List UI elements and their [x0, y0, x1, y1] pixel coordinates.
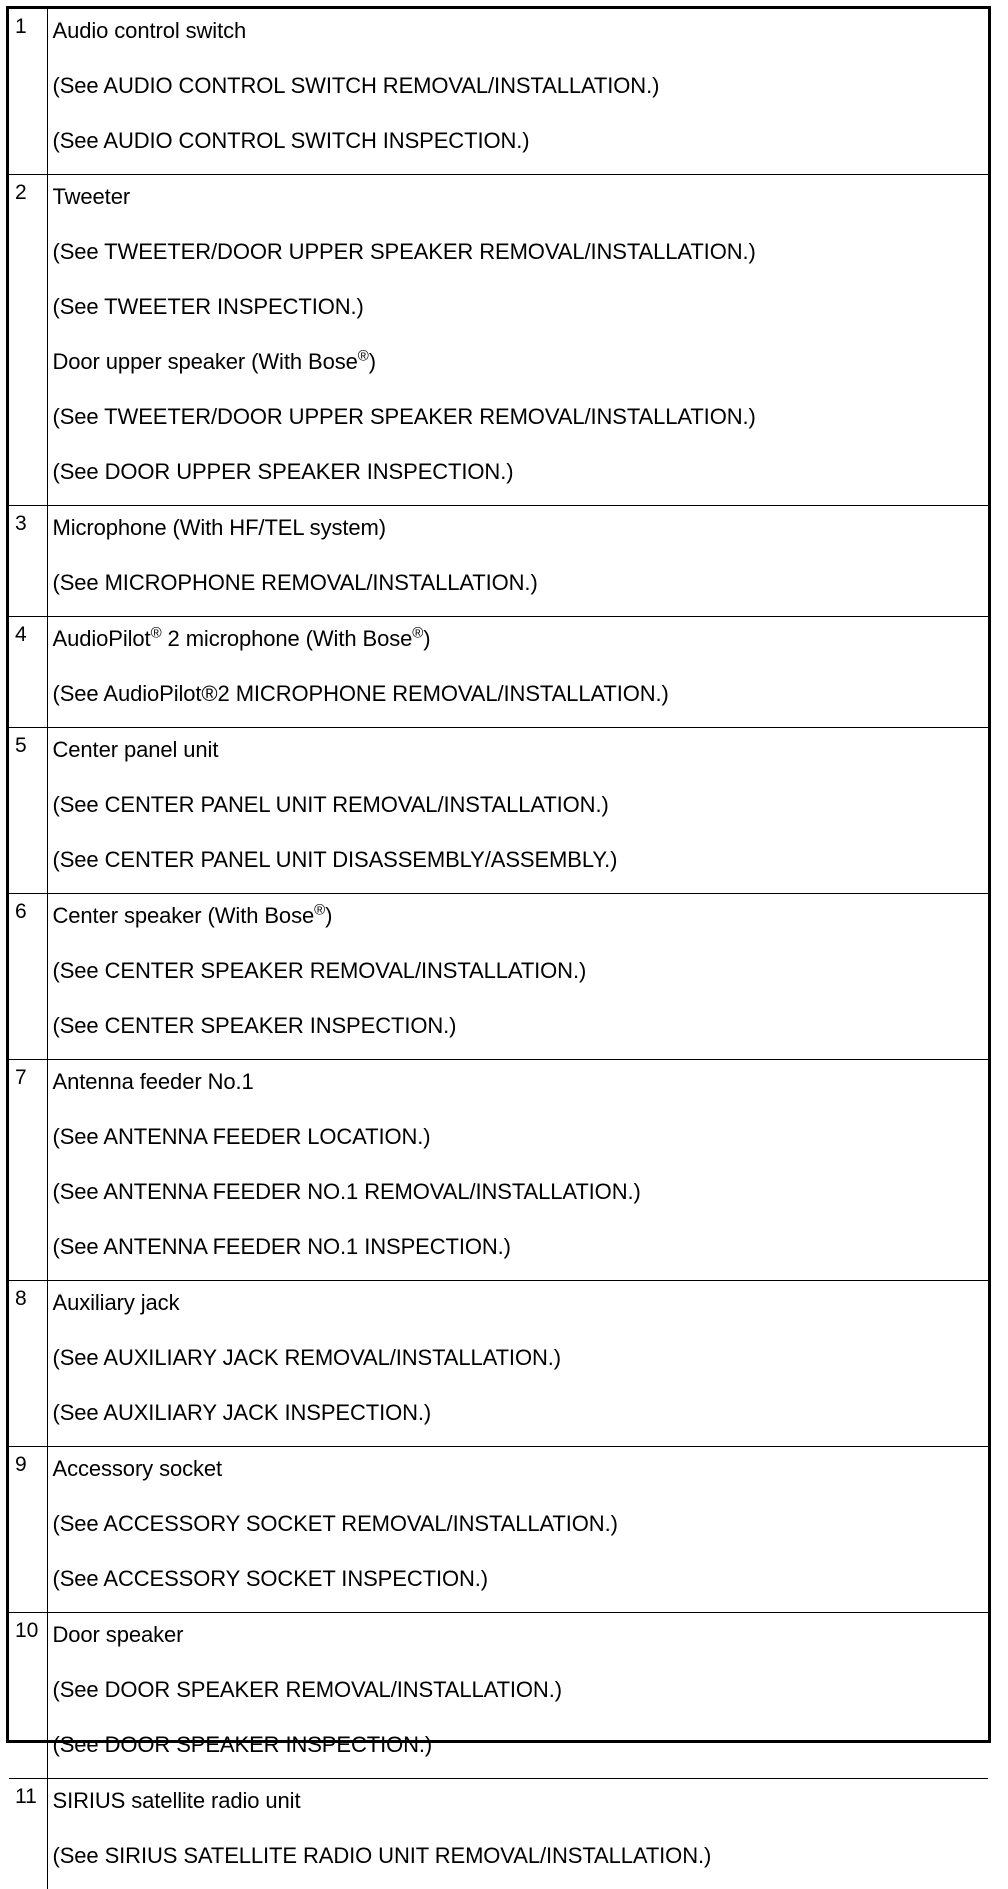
reference-link[interactable] [53, 1170, 989, 1225]
reference-link[interactable] [53, 672, 989, 727]
item-number: 3 [9, 506, 47, 617]
reference-link[interactable] [53, 949, 989, 1004]
reference-link[interactable] [53, 1391, 989, 1446]
reference-link[interactable] [53, 450, 989, 505]
table-row [9, 894, 988, 1060]
line-text: Door speaker [53, 1622, 184, 1647]
item-number: 10 [9, 1613, 47, 1779]
line-text: (See TWEETER INSPECTION.) [53, 294, 364, 319]
reference-link[interactable] [53, 1723, 989, 1778]
reference-link[interactable] [53, 1668, 989, 1723]
registered-mark: ® [412, 625, 423, 642]
line-text: (See ANTENNA FEEDER NO.1 INSPECTION.) [53, 1234, 511, 1259]
item-number: 11 [9, 1779, 47, 1889]
item-content [47, 1447, 988, 1613]
reference-link[interactable] [53, 395, 989, 450]
item-content [47, 617, 988, 728]
table-row [9, 1779, 988, 1889]
line-text: (See CENTER PANEL UNIT REMOVAL/INSTALLATION.) [53, 792, 609, 817]
line-text: Accessory socket [53, 1456, 223, 1481]
registered-mark: ® [358, 348, 369, 365]
line-text: (See MICROPHONE REMOVAL/INSTALLATION.) [53, 570, 538, 595]
line-text: (See TWEETER/DOOR UPPER SPEAKER REMOVAL/INSTALLATION.) [53, 404, 756, 429]
line-text: SIRIUS satellite radio unit [53, 1788, 301, 1813]
line-text: (See DOOR UPPER SPEAKER INSPECTION.) [53, 459, 514, 484]
item-content [47, 9, 988, 175]
item-number: 6 [9, 894, 47, 1060]
reference-link[interactable] [53, 64, 989, 119]
line-text: Center panel unit [53, 737, 219, 762]
item-title [53, 1779, 989, 1834]
table-row [9, 728, 988, 894]
table-row [9, 175, 988, 506]
table-row [9, 506, 988, 617]
item-number: 8 [9, 1281, 47, 1447]
item-content [47, 175, 988, 506]
item-number: 2 [9, 175, 47, 506]
item-content [47, 894, 988, 1060]
item-content [47, 1613, 988, 1779]
line-text: (See AUXILIARY JACK INSPECTION.) [53, 1400, 432, 1425]
item-title [53, 728, 989, 783]
reference-link[interactable] [53, 1225, 989, 1280]
line-text: (See ACCESSORY SOCKET INSPECTION.) [53, 1566, 489, 1591]
line-text: (See CENTER SPEAKER INSPECTION.) [53, 1013, 457, 1038]
registered-mark: ® [314, 902, 325, 919]
line-text: (See CENTER SPEAKER REMOVAL/INSTALLATION.) [53, 958, 587, 983]
item-title [53, 1613, 989, 1668]
item-content [47, 728, 988, 894]
table-row [9, 617, 988, 728]
item-content [47, 1281, 988, 1447]
item-subtitle [53, 340, 989, 395]
registered-mark: ® [151, 625, 162, 642]
line-text: Audio control switch [53, 18, 247, 43]
line-text: (See ANTENNA FEEDER LOCATION.) [53, 1124, 431, 1149]
item-title [53, 1281, 989, 1336]
reference-link[interactable] [53, 285, 989, 340]
line-text: (See CENTER PANEL UNIT DISASSEMBLY/ASSEMBLY.) [53, 847, 618, 872]
item-title [53, 617, 989, 672]
line-text-suffix: 2 microphone (With Bose [162, 626, 413, 651]
line-text: Tweeter [53, 184, 131, 209]
line-text: (See SIRIUS SATELLITE RADIO UNIT REMOVAL/INSTALLATION.) [53, 1843, 712, 1868]
reference-link[interactable] [53, 119, 989, 174]
line-text: (See ACCESSORY SOCKET REMOVAL/INSTALLATION.) [53, 1511, 618, 1536]
reference-link[interactable] [53, 783, 989, 838]
item-content [47, 1060, 988, 1281]
reference-link[interactable] [53, 1834, 989, 1889]
line-text: (See ANTENNA FEEDER NO.1 REMOVAL/INSTALLATION.) [53, 1179, 641, 1204]
item-number: 5 [9, 728, 47, 894]
item-number: 7 [9, 1060, 47, 1281]
table-row [9, 1613, 988, 1779]
reference-link[interactable] [53, 838, 989, 893]
item-content [47, 506, 988, 617]
parts-reference-table [6, 6, 991, 1743]
item-title [53, 894, 989, 949]
reference-link[interactable] [53, 1336, 989, 1391]
line-text: (See DOOR SPEAKER REMOVAL/INSTALLATION.) [53, 1677, 562, 1702]
line-text: (See AUDIO CONTROL SWITCH INSPECTION.) [53, 128, 530, 153]
item-number: 1 [9, 9, 47, 175]
reference-link[interactable] [53, 1557, 989, 1612]
table-body [9, 9, 988, 1889]
item-title [53, 9, 989, 64]
line-text-suffix: ) [423, 626, 430, 651]
item-number: 4 [9, 617, 47, 728]
reference-link[interactable] [53, 561, 989, 616]
line-text: Center speaker (With Bose [53, 903, 315, 928]
table-row [9, 1281, 988, 1447]
line-text: (See DOOR SPEAKER INSPECTION.) [53, 1732, 433, 1757]
item-title [53, 1060, 989, 1115]
table-row [9, 9, 988, 175]
reference-link[interactable] [53, 1502, 989, 1557]
item-title [53, 1447, 989, 1502]
line-text: Antenna feeder No.1 [53, 1069, 254, 1094]
line-text: Microphone (With HF/TEL system) [53, 515, 387, 540]
table-row [9, 1447, 988, 1613]
line-text: (See AudioPilot®2 MICROPHONE REMOVAL/INSTALLATION.) [53, 681, 669, 706]
line-text: Door upper speaker (With Bose [53, 349, 358, 374]
line-text: (See TWEETER/DOOR UPPER SPEAKER REMOVAL/INSTALLATION.) [53, 239, 756, 264]
line-text-suffix: ) [369, 349, 376, 374]
reference-link[interactable] [53, 1115, 989, 1170]
line-text-suffix: ) [325, 903, 332, 928]
item-number: 9 [9, 1447, 47, 1613]
item-title [53, 175, 989, 230]
line-text: (See AUDIO CONTROL SWITCH REMOVAL/INSTALLATION.) [53, 73, 660, 98]
parts-table [9, 9, 988, 1889]
line-text: AudioPilot [53, 626, 151, 651]
line-text: Auxiliary jack [53, 1290, 180, 1315]
table-row [9, 1060, 988, 1281]
line-text: (See AUXILIARY JACK REMOVAL/INSTALLATION.) [53, 1345, 561, 1370]
reference-link[interactable] [53, 230, 989, 285]
reference-link[interactable] [53, 1004, 989, 1059]
item-title [53, 506, 989, 561]
item-content [47, 1779, 988, 1889]
